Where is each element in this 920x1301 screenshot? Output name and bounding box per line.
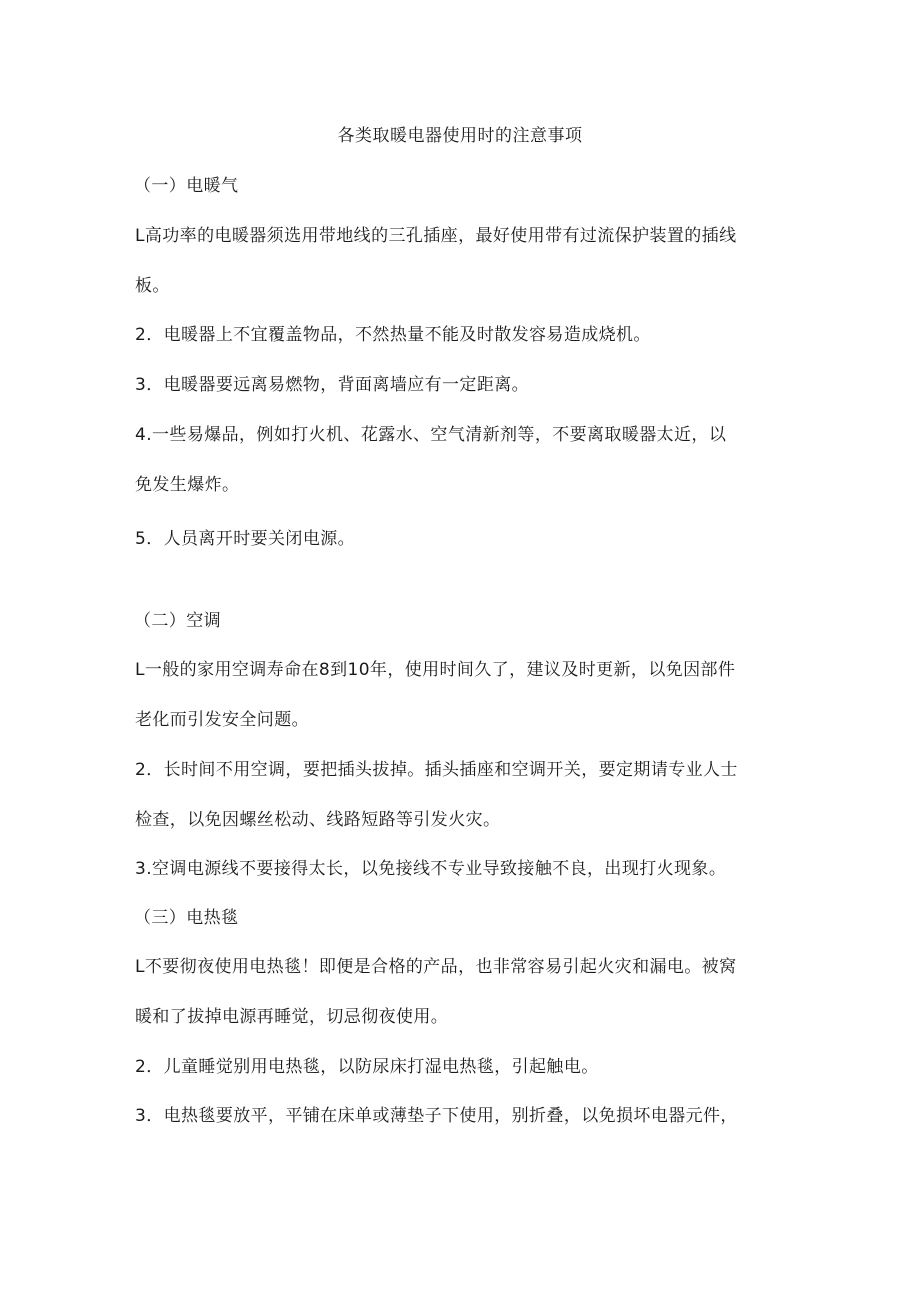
paragraph-line: 老化而引发安全问题。 xyxy=(135,710,309,730)
document-title: 各类取暖电器使用时的注意事项 xyxy=(337,126,583,146)
paragraph-line: L高功率的电暖器须选用带地线的三孔插座，最好使用带有过流保护装置的插线 xyxy=(135,226,737,246)
paragraph-line: L不要彻夜使用电热毯！即便是合格的产品，也非常容易引起火灾和漏电。被窝 xyxy=(135,957,737,977)
paragraph-line: 板。 xyxy=(135,276,170,296)
section-heading-air-conditioner: （二）空调 xyxy=(134,611,221,631)
paragraph-line: 3.空调电源线不要接得太长，以免接线不专业导致接触不良，出现打火现象。 xyxy=(135,859,727,879)
section-heading-electric-heater: （一）电暖气 xyxy=(134,176,239,196)
paragraph-line: 2．长时间不用空调，要把插头拔掉。插头插座和空调开关，要定期请专业人士 xyxy=(135,760,738,780)
paragraph-line: 3．电暖器要远离易燃物，背面离墙应有一定距离。 xyxy=(135,375,530,395)
paragraph-line: 2．儿童睡觉别用电热毯，以防尿床打湿电热毯，引起触电。 xyxy=(135,1057,599,1077)
paragraph-line: 3．电热毯要放平，平铺在床单或薄垫子下使用，别折叠，以免损坏电器元件， xyxy=(135,1106,738,1126)
paragraph-line: 检查，以免因螺丝松动、线路短路等引发火灾。 xyxy=(135,810,501,830)
section-heading-electric-blanket: （三）电热毯 xyxy=(134,908,239,928)
paragraph-line: 4.一些易爆品，例如打火机、花露水、空气清新剂等，不要离取暖器太近，以 xyxy=(135,425,727,445)
paragraph-line: 5．人员离开时要关闭电源。 xyxy=(135,529,356,549)
paragraph-line: 免发生爆炸。 xyxy=(135,475,240,495)
paragraph-line: L一般的家用空调寿命在8到10年，使用时间久了，建议及时更新，以免因部件 xyxy=(135,660,736,680)
paragraph-line: 暖和了拔掉电源再睡觉，切忌彻夜使用。 xyxy=(135,1007,449,1027)
paragraph-line: 2．电暖器上不宜覆盖物品，不然热量不能及时散发容易造成烧机。 xyxy=(135,325,651,345)
